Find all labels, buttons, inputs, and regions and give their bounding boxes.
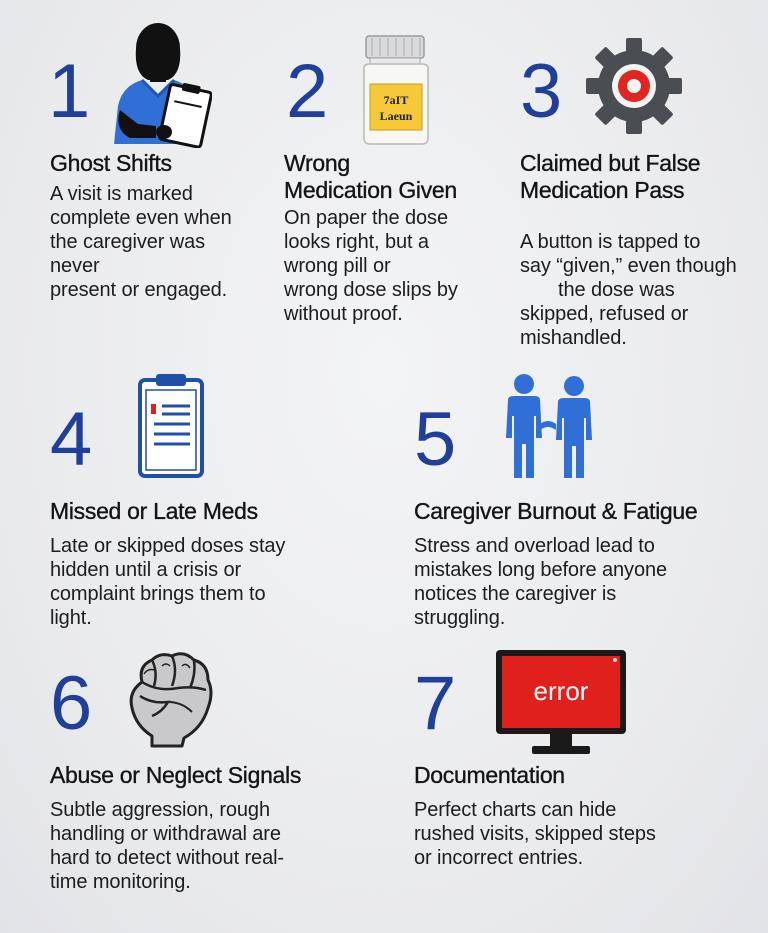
desc-line: handling or withdrawal are — [50, 823, 281, 845]
desc-line: Late or skipped doses stay — [50, 535, 286, 557]
item-number: 2 — [286, 49, 329, 134]
desc-line: light. — [50, 607, 92, 629]
title-line: Ghost Shifts — [50, 150, 172, 176]
desc-line: hard to detect without real- — [50, 847, 284, 869]
item-number: 5 — [414, 397, 457, 482]
item-title — [50, 498, 258, 525]
title-line: Missed or Late Meds — [50, 498, 258, 524]
desc-line: Stress and overload lead to — [414, 535, 655, 557]
monitor-error-icon — [494, 648, 628, 761]
item-title — [520, 150, 700, 204]
title-line: Abuse or Neglect Signals — [50, 762, 302, 788]
clenched-fist-icon — [122, 646, 218, 753]
item-title — [50, 762, 301, 789]
bottle-label-line: Laeun — [379, 109, 413, 123]
item-title — [414, 762, 565, 789]
desc-line: complaint brings them to — [50, 583, 266, 605]
desc-line: Subtle aggression, rough — [50, 799, 270, 821]
desc-line: mistakes long before anyone — [414, 559, 668, 581]
bottle-label-line: 7aIT — [383, 93, 409, 107]
desc-line: notices the caregiver is — [414, 583, 617, 605]
gear-target-icon — [584, 36, 684, 141]
desc-line: the dose was — [558, 279, 675, 301]
medicine-bottle-icon — [358, 34, 434, 151]
two-people-icon — [496, 372, 602, 487]
desc-line: or incorrect entries. — [414, 847, 584, 869]
caregiver-clipboard-icon — [108, 14, 212, 153]
desc-line: rushed visits, skipped steps — [414, 823, 656, 845]
title-line: Documentation — [414, 762, 565, 788]
title-line: Wrong — [284, 150, 350, 176]
title-line: Medication Pass — [520, 177, 685, 203]
desc-line: Perfect charts can hide — [414, 799, 617, 821]
item-description — [50, 798, 284, 894]
item-number: 7 — [414, 661, 457, 746]
item-title — [284, 150, 457, 204]
desc-line: never — [50, 255, 100, 277]
title-line: Claimed but False — [520, 150, 701, 176]
item-number: 4 — [50, 397, 93, 482]
item-title — [414, 498, 697, 525]
desc-line: say “given,” even though — [520, 255, 737, 277]
desc-line: present or engaged. — [50, 279, 228, 301]
item-description — [284, 206, 458, 326]
desc-line: skipped, refused or — [520, 303, 689, 325]
desc-line: wrong pill or — [284, 255, 391, 277]
item-description — [50, 534, 285, 630]
desc-line: mishandled. — [520, 327, 627, 349]
item-title — [50, 150, 172, 177]
item-description — [414, 534, 667, 630]
desc-line: wrong dose slips by — [284, 279, 458, 301]
desc-line: the caregiver was — [50, 231, 206, 253]
desc-line: looks right, but a — [284, 231, 429, 253]
desc-line: A button is tapped to — [520, 231, 701, 253]
title-line: Caregiver Burnout & Fatigue — [414, 498, 698, 524]
item-number: 3 — [520, 49, 563, 134]
item-description — [414, 798, 656, 870]
desc-line: complete even when — [50, 207, 232, 229]
item-description — [50, 182, 232, 302]
desc-line: hidden until a crisis or — [50, 559, 242, 581]
monitor-screen-text: error — [533, 676, 589, 706]
item-number: 6 — [50, 661, 93, 746]
desc-line: without proof. — [284, 303, 403, 325]
desc-line: A visit is marked — [50, 183, 193, 205]
title-line: Medication Given — [284, 177, 457, 203]
item-number: 1 — [48, 49, 91, 134]
checklist-clipboard-icon — [136, 372, 208, 485]
desc-line: struggling. — [414, 607, 506, 629]
desc-line: On paper the dose — [284, 207, 448, 229]
item-description — [520, 230, 737, 350]
desc-line: time monitoring. — [50, 871, 191, 893]
